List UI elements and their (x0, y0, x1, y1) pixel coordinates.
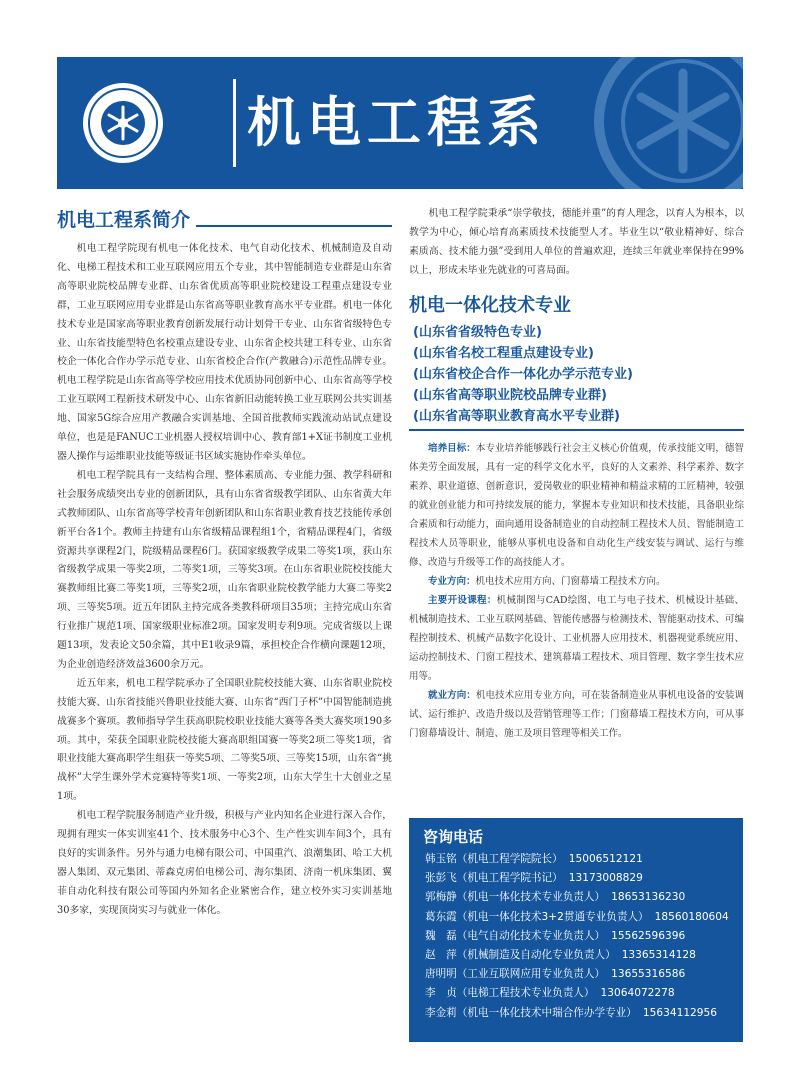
contact-phone: 18653136230 (611, 891, 686, 904)
contact-box (409, 818, 743, 1042)
direction-text: 机电技术应用方向、门窗幕墙工程技术方向。 (475, 576, 666, 587)
courses-label: 主要开设课程： (428, 595, 497, 606)
contact-name: 赵 萍（机械制造及自动化专业负责人） (425, 949, 616, 962)
intro-heading-rule (196, 225, 392, 227)
contact-name: 李金莉（机电一体化技术中瑞合作办学专业） (425, 1006, 637, 1019)
contact-name: 唐明明（工业互联网应用专业负责人） (425, 968, 606, 981)
direction-label: 专业方向： (428, 576, 476, 587)
department-logo-icon (81, 81, 165, 165)
major-tag: (山东省校企合作一体化办学示范专业) (413, 367, 633, 382)
header-banner (57, 57, 743, 189)
contact-row (425, 927, 737, 946)
contact-row (425, 946, 737, 965)
contact-phone: 13173008829 (568, 872, 643, 885)
major-tag: (山东省名校工程重点建设专业) (413, 346, 594, 361)
contact-phone: 18560180604 (654, 910, 729, 923)
employ-text: 机电技术应用专业方向，可在装备制造业从事机电设备的安装调试、运行维护、改造升级以及营销管理等工作；门窗幕墙工程技术方向，可从事门窗幕墙设计、制造、施工及项目管理等相关工作。 (409, 690, 744, 739)
contact-list (425, 850, 737, 1023)
right-intro-paragraph: 机电工程学院秉承“崇学敬技，德能并重”的育人理念，以育人为根本，以教学为中心，倾心培育高素质技术技能型人才。毕业生以“敬业精神好、综合素质高、技术能力强”受到用人单位的普遍欢迎，连续三年就业率保持在99%以上，形成未毕业先就业的可喜局面。 (409, 208, 744, 276)
contact-row (425, 1004, 737, 1023)
employ-paragraph (409, 686, 744, 743)
major-tag: (山东省高等职业院校品牌专业群) (413, 388, 607, 403)
major-title: 机电一体化技术专业 (409, 295, 571, 316)
contact-phone: 15006512121 (568, 853, 643, 865)
contact-row (425, 908, 737, 927)
intro-paragraph: 机电工程学院现有机电一体化技术、电气自动化技术、机械制造及自动化、电梯工程技术和工业互联网应用五个专业，其中智能制造专业群是山东省高等职业院校品牌专业群、山东省优质高等职业院校建设工程重点建设专业群，工业互联网应用专业群是山东省高等职业教育高水平专业群。机电一体化技术专业是国家高等职业教育创新发展行动计划骨干专业、山东省省级特色专业、山东省技能型特色名校重点建设专业、山东省企校共建工科专业、山东省校企一体化合作办学示范专业、山东省校企合作(产教融合)示范性品牌专业。机电工程学院是山东省高等学校应用技术优质协同创新中心、山东省高等学校工业互联网工程新技术研发中心、山东省新旧动能转换工业互联网公共实训基地、国家5G综合应用产教融合实训基地、全国首批教师实践流动站试点建设单位，也是是FANUC工业机器人授权培训中心、教育部1+X证书制度工业机器人操作与运维职业技能等级证书区域实施协作牵头单位。 (57, 243, 392, 462)
major-tag: (山东省省级特色专业) (413, 325, 542, 340)
major-tag: (山东省高等职业教育高水平专业群) (413, 409, 620, 424)
contact-row (425, 869, 737, 888)
contact-phone: 13655316586 (611, 968, 686, 981)
intro-text (57, 240, 392, 921)
contact-name: 魏 磊（电气自动化技术专业负责人） (425, 929, 606, 942)
major-column (409, 204, 744, 743)
contact-row (425, 850, 737, 869)
contact-name: 郭梅静（机电一体化技术专业负责人） (425, 891, 606, 904)
contact-name: 李 贞（电梯工程技术专业负责人） (425, 987, 595, 1000)
courses-text: 机械制图与CAD绘图、电工与电子技术、机械设计基础、机械制造技术、工业互联网基础、智能传感器与检测技术、智能驱动技术、可编程控制技术、机械产品数字化设计、工业机器人应用技术、机器视觉系统应用、运动控制技术、门窗工程技术、建筑幕墙工程技术、项目管理、数字孪生技术应用等。 (409, 595, 744, 682)
intro-heading: 机电工程系简介 (57, 209, 191, 231)
contact-phone: 13064072278 (600, 987, 675, 1000)
header-divider (233, 79, 236, 167)
contact-phone: 15562596396 (611, 929, 686, 942)
courses-paragraph (409, 591, 744, 686)
major-tags-rule (409, 429, 744, 431)
major-details (409, 439, 744, 743)
goal-paragraph (409, 439, 744, 572)
intro-heading-bar (57, 204, 392, 232)
contact-row (425, 965, 737, 984)
goal-label: 培养目标： (428, 443, 476, 454)
contact-name: 韩玉铭（机电工程学院院长） (425, 853, 563, 865)
intro-paragraph: 机电工程学院具有一支结构合理、整体素质高、专业能力强、教学科研和社会服务成绩突出专业的创新团队，具有山东省省级教学团队、山东省黄大年式教师团队、山东省高等学校青年创新团队和山东省职业教育技艺技能传承创新平台各1个。教师主持建有山东省级精品课程组1个，省精品课程4门，省级资源共享课程2门，院级精品课程6门。获国家级教学成果二等奖1项，获山东省级教学成果一等奖2项，二等奖1项，三等奖3项。在山东省职业院校技能大赛教师组比赛二等奖1项，三等奖2项，山东省职业院校教学能力大赛二等奖2项、三等奖5项。近五年团队主持完成各类教科研项目35项；主持完成山东省行业推广规范1项、国家级职业标准2项。国家发明专利9项。完成省级以上课题13项，发表论文50余篇，其中E1收录9篇，承担校企合作横向课题12项，为企业创造经济效益3600余万元。 (57, 469, 392, 670)
watermark-gear-icon (573, 57, 743, 189)
contact-row (425, 888, 737, 907)
intro-paragraph: 近五年来，机电工程学院承办了全国职业院校技能大赛、山东省职业院校技能大赛、山东省技能兴鲁职业技能大赛、山东省“西门子杯”中国智能制造挑战赛多个赛项。教师指导学生获高职院校职业技能大赛等各类大赛奖项190多项。其中，荣获全国职业院校技能大赛高职组国赛一等奖2项二等奖1项，省职业技能大赛高职学生组获一等奖5项、二等奖5项、三等奖15项，山东省“挑战杯”大学生课外学术竞赛特等奖1项、一等奖2项，山东大学生十大创业之星1项。 (57, 677, 392, 803)
goal-text: 本专业培养能够践行社会主义核心价值观，传承技能文明，德智体美劳全面发展，具有一定的科学文化水平，良好的人文素养、科学素养、数字素养、职业道德、创新意识，爱岗敬业的职业精神和精益求精的工匠精神，较强的就业创业能力和可持续发展的能力，掌握本专业知识和技术技能，具备职业综合素质和行动能力，面向通用设备制造业的自动控制工程技术人员、智能制造工程技术人员等职业，能够从事机电设备和自动化生产线安装与调试、运行与维修、改造与升级等工作的高技能人才。 (409, 443, 744, 568)
intro-column (57, 204, 392, 921)
page-title: 机电工程系 (247, 91, 547, 154)
contact-name: 张彭飞（机电工程学院书记） (425, 872, 563, 885)
contact-title: 咨询电话 (423, 828, 484, 846)
contact-name: 葛东霞（机电一体化技术3+2贯通专业负责人） (425, 910, 649, 923)
contact-row (425, 984, 737, 1003)
direction-paragraph (409, 572, 744, 591)
intro-paragraph: 机电工程学院服务制造产业升级，积极与产业内知名企业进行深入合作，现拥有理实一体实训室41个、技术服务中心3个、生产性实训车间3个，具有良好的实训条件。另外与通力电梯有限公司、中国重汽、浪潮集团、哈工大机器人集团、双元集团、蒂森克虏伯电梯公司、海尔集团、济南一机床集团、翼菲自动化科技有限公司等国内外知名企业紧密合作，建立校外实习实训基地30多家，实现顶岗实习与就业一体化。 (57, 810, 392, 916)
major-tags (409, 322, 744, 427)
contact-phone: 13365314128 (621, 949, 696, 962)
employ-label: 就业方向： (428, 690, 476, 701)
contact-phone: 15634112956 (642, 1006, 718, 1019)
